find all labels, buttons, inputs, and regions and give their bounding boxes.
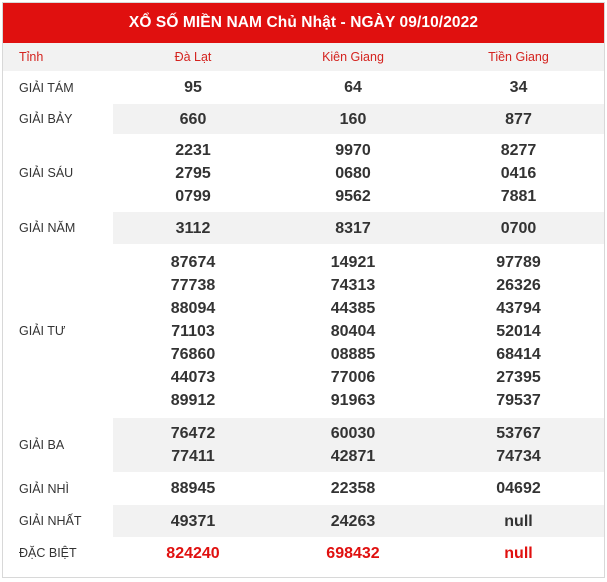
result-number: 0700 — [500, 219, 537, 237]
prize-cell — [113, 505, 273, 537]
prize-cell — [273, 418, 433, 472]
prize-cell — [433, 418, 604, 472]
result-number: 68414 — [496, 345, 541, 363]
prize-cell — [113, 134, 273, 212]
result-number: 76472 — [170, 425, 216, 442]
prize-row-giai-nam — [3, 212, 604, 244]
prize-cell — [113, 418, 273, 472]
result-number: 14921 — [330, 253, 376, 271]
result-number: 49371 — [170, 512, 216, 530]
prize-cell — [273, 104, 433, 134]
result-number: 08885 — [330, 345, 376, 363]
result-number: 53767 — [496, 425, 541, 442]
result-number: 8317 — [335, 219, 371, 237]
page-title: XỔ SỐ MIỀN NAM Chủ Nhật - NGÀY 09/10/2022 — [3, 3, 604, 43]
prize-label: GIẢI SÁU — [19, 166, 74, 180]
result-number: 26326 — [496, 276, 541, 294]
prize-cell — [113, 71, 273, 104]
prize-cell — [273, 71, 433, 104]
result-number: 3112 — [175, 219, 211, 237]
province-column-header: Tỉnh — [3, 43, 113, 71]
result-number: 44073 — [170, 368, 216, 386]
prize-row-giai-nhat — [3, 505, 604, 537]
result-number: 27395 — [496, 368, 541, 386]
prize-row-giai-sau — [3, 134, 604, 212]
prize-cell — [433, 244, 604, 418]
prize-row-giai-bay — [3, 104, 604, 134]
prize-cell — [433, 472, 604, 505]
result-number: 877 — [505, 110, 532, 128]
prize-cell — [273, 537, 433, 569]
prize-cell — [273, 505, 433, 537]
prize-label: GIẢI TÁM — [19, 80, 74, 95]
prize-cell — [113, 472, 273, 505]
prize-label: ĐẶC BIỆT — [19, 546, 77, 560]
prize-label: GIẢI BA — [19, 438, 65, 452]
result-number: 8277 — [500, 141, 537, 159]
result-number: 76860 — [170, 345, 216, 363]
result-number: 71103 — [171, 322, 215, 340]
result-number: null — [504, 544, 533, 562]
prize-cell — [433, 104, 604, 134]
prize-cell — [113, 212, 273, 244]
header-row — [3, 43, 604, 71]
prize-cell — [433, 134, 604, 212]
prize-label: GIẢI NHẤT — [19, 514, 82, 528]
lottery-results-panel — [2, 2, 605, 578]
prize-label: GIẢI BẢY — [19, 112, 73, 126]
result-number: 34 — [509, 79, 528, 96]
prize-label: GIẢI TƯ — [19, 324, 66, 338]
prize-row-giai-ba — [3, 418, 604, 472]
result-number: 88945 — [170, 480, 216, 497]
result-number: 74313 — [330, 276, 376, 294]
result-number: 95 — [184, 79, 202, 96]
province-header-da-lat[interactable]: Đà Lạt — [113, 43, 273, 71]
result-number: 74734 — [496, 448, 541, 465]
result-number: 64 — [344, 79, 362, 96]
result-number: 91963 — [330, 391, 376, 409]
result-number: 79537 — [496, 391, 541, 409]
result-number: 77738 — [170, 276, 216, 294]
result-number: 80404 — [330, 322, 376, 340]
prize-label: GIẢI NHÌ — [19, 481, 70, 496]
result-number: 0416 — [500, 164, 537, 182]
result-number: 824240 — [166, 544, 220, 562]
prize-row-giai-tu — [3, 244, 604, 418]
result-number: 0799 — [175, 187, 211, 205]
result-number: 87674 — [170, 253, 216, 271]
result-number: 97789 — [496, 253, 541, 271]
prize-row-giai-nhi — [3, 472, 604, 505]
province-header-tien-giang[interactable]: Tiền Giang — [433, 43, 604, 71]
prize-cell — [273, 472, 433, 505]
result-number: 88094 — [170, 299, 216, 317]
prize-row-dac-biet — [3, 537, 604, 569]
result-number: 77411 — [171, 448, 215, 465]
result-number: 660 — [179, 110, 207, 128]
prize-row-giai-tam — [3, 71, 604, 104]
result-number: 22358 — [330, 480, 376, 497]
prize-cell — [433, 212, 604, 244]
prize-cell — [273, 134, 433, 212]
prize-label: GIẢI NĂM — [19, 221, 76, 235]
result-number: 44385 — [330, 299, 376, 317]
prize-cell — [113, 104, 273, 134]
result-number: 60030 — [330, 425, 376, 442]
result-number: 77006 — [330, 368, 376, 386]
result-number: 0680 — [335, 164, 371, 182]
prize-cell — [113, 244, 273, 418]
result-number: 9970 — [335, 141, 371, 159]
prize-cell — [433, 505, 604, 537]
prize-cell — [433, 71, 604, 104]
result-number: 2795 — [175, 164, 211, 182]
province-header-kien-giang[interactable]: Kiên Giang — [273, 43, 433, 71]
result-number: 2231 — [175, 141, 211, 159]
result-number: 9562 — [335, 187, 371, 205]
prize-cell — [273, 212, 433, 244]
result-number: 43794 — [496, 299, 541, 317]
result-number: 42871 — [330, 448, 376, 465]
result-number: null — [504, 512, 533, 530]
prize-cell — [113, 537, 273, 569]
result-number: 52014 — [496, 322, 541, 340]
results-table — [3, 43, 604, 569]
result-number: 7881 — [500, 187, 537, 205]
result-number: 698432 — [326, 544, 380, 562]
prize-cell — [273, 244, 433, 418]
result-number: 160 — [339, 110, 367, 128]
result-number: 24263 — [330, 512, 376, 530]
result-number: 04692 — [496, 480, 541, 497]
prize-cell — [433, 537, 604, 569]
result-number: 89912 — [170, 391, 216, 409]
